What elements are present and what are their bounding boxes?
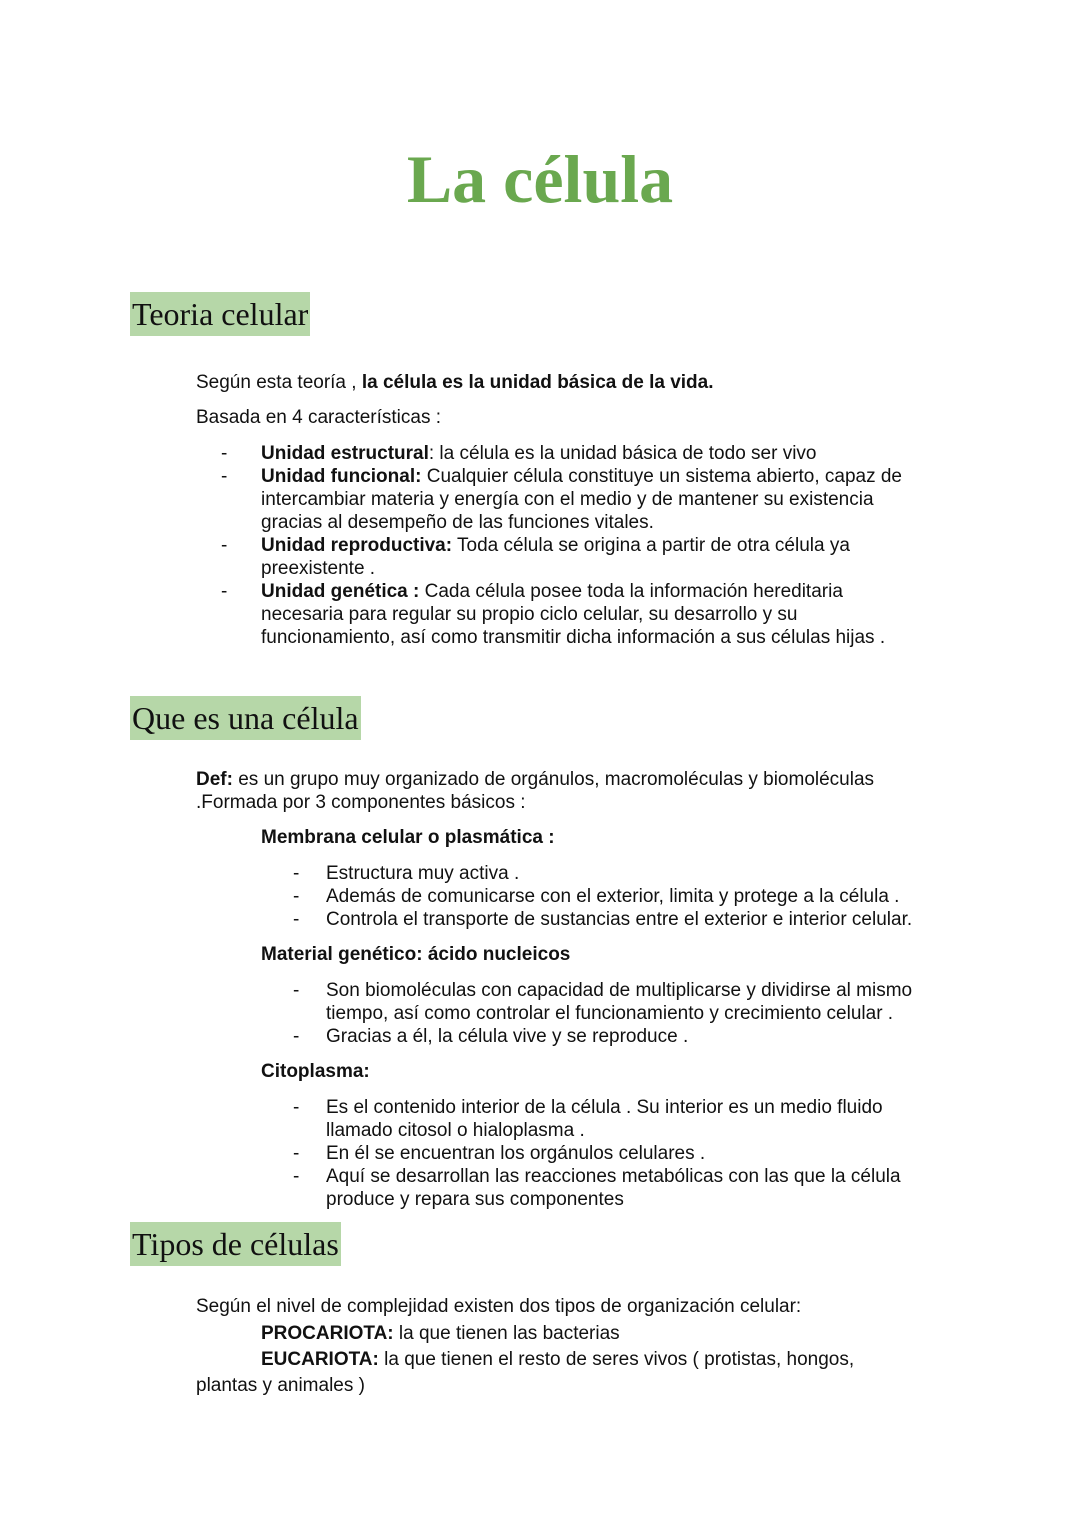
teoria-item-term: Unidad reproductiva:	[261, 535, 453, 556]
bullet-dash: -	[293, 1166, 300, 1187]
teoria-item-term: Unidad funcional:	[261, 466, 422, 487]
component-heading-citoplasma	[261, 1060, 370, 1083]
component-bullet-continuation: produce y repara sus componentes	[326, 1189, 624, 1210]
teoria-item-text: Toda célula se origina a partir de otra célula ya	[452, 535, 850, 556]
teoria-item-term: Unidad genética :	[261, 581, 420, 602]
tipos-intro: Según el nivel de complejidad existen dos tipos de organización celular:	[196, 1296, 802, 1317]
tipo-name: EUCARIOTA:	[261, 1349, 379, 1370]
bullet-dash: -	[221, 581, 228, 602]
bullet-dash: -	[221, 466, 228, 487]
page-title: La célula	[406, 141, 674, 217]
teoria-item-text: intercambiar materia y energía con el medio y de mantener su existencia	[261, 489, 874, 510]
teoria-item-text: necesaria para regular su propio ciclo celular, su desarrollo y su	[261, 604, 798, 625]
component-bullet: Estructura muy activa .	[326, 863, 520, 884]
bullet-dash: -	[293, 1143, 300, 1164]
bullet-dash: -	[293, 863, 300, 884]
definition-text: .Formada por 3 componentes básicos :	[196, 792, 526, 813]
teoria-item-term: Unidad estructural	[261, 443, 429, 464]
component-bullet-continuation: llamado citosol o hialoplasma .	[326, 1120, 585, 1141]
component-bullet: Son biomoléculas con capacidad de multiplicarse y dividirse al mismo	[326, 980, 913, 1001]
bullet-dash: -	[293, 909, 300, 930]
component-bullet-continuation: tiempo, así como controlar el funcionamiento y crecimiento celular .	[326, 1003, 894, 1024]
component-bullet: En él se encuentran los orgánulos celulares .	[326, 1143, 706, 1164]
component-bullet: Gracias a él, la célula vive y se reproduce .	[326, 1026, 689, 1047]
teoria-intro-bold: la célula es la unidad básica de la vida.	[361, 372, 714, 393]
component-name: Citoplasma:	[261, 1061, 370, 1082]
teoria-item-text: Cualquier célula constituye un sistema abierto, capaz de	[421, 466, 902, 487]
section-heading-teoria-celular: Teoria celular	[130, 292, 310, 336]
definition	[196, 768, 874, 791]
definition-text: es un grupo muy organizado de orgánulos, macromoléculas y biomoléculas	[232, 769, 875, 790]
bullet-dash: -	[221, 443, 228, 464]
component-bullet: Es el contenido interior de la célula . Su interior es un medio fluido	[326, 1097, 883, 1118]
section-heading-que-es-una-celula: Que es una célula	[130, 696, 361, 740]
tipo-desc: la que tienen el resto de seres vivos ( protistas, hongos,	[378, 1349, 855, 1370]
teoria-item-text: Cada célula posee toda la información hereditaria	[419, 581, 843, 602]
tipo-name: PROCARIOTA:	[261, 1323, 394, 1344]
bullet-dash: -	[293, 886, 300, 907]
component-name: Membrana celular o plasmática :	[261, 827, 555, 848]
teoria-item-estructural	[261, 442, 817, 465]
teoria-item-text: : la célula es la unidad básica de todo ser vivo	[428, 443, 817, 464]
tipo-eucariota-continuation: plantas y animales )	[196, 1375, 365, 1396]
component-heading-material-genetico	[261, 943, 570, 966]
bullet-dash: -	[293, 980, 300, 1001]
teoria-item-text: funcionamiento, así como transmitir dicha información a sus células hijas .	[261, 627, 886, 648]
teoria-based-on: Basada en 4 características :	[196, 407, 442, 428]
component-bullet: Controla el transporte de sustancias entre el exterior e interior celular.	[326, 909, 913, 930]
teoria-item-text: preexistente .	[261, 558, 376, 579]
teoria-item-reproductiva	[261, 534, 850, 557]
bullet-dash: -	[293, 1097, 300, 1118]
tipo-desc: la que tienen las bacterias	[393, 1323, 620, 1344]
component-heading-membrana	[261, 826, 555, 849]
component-name: Material genético: ácido nucleicos	[261, 944, 571, 965]
definition-label: Def:	[196, 769, 233, 790]
teoria-item-text: gracias al desempeño de las funciones vitales.	[261, 512, 654, 533]
section-heading-tipos-de-celulas: Tipos de células	[130, 1222, 341, 1266]
tipo-eucariota	[261, 1348, 854, 1371]
component-bullet: Además de comunicarse con el exterior, limita y protege a la célula .	[326, 886, 900, 907]
teoria-intro-prefix: Según esta teoría ,	[196, 372, 362, 393]
teoria-intro	[196, 371, 714, 394]
component-bullet: Aquí se desarrollan las reacciones metabólicas con las que la célula	[326, 1166, 901, 1187]
tipo-procariota	[261, 1322, 620, 1345]
teoria-item-genetica	[261, 580, 843, 603]
bullet-dash: -	[293, 1026, 300, 1047]
teoria-item-funcional	[261, 465, 902, 488]
bullet-dash: -	[221, 535, 228, 556]
